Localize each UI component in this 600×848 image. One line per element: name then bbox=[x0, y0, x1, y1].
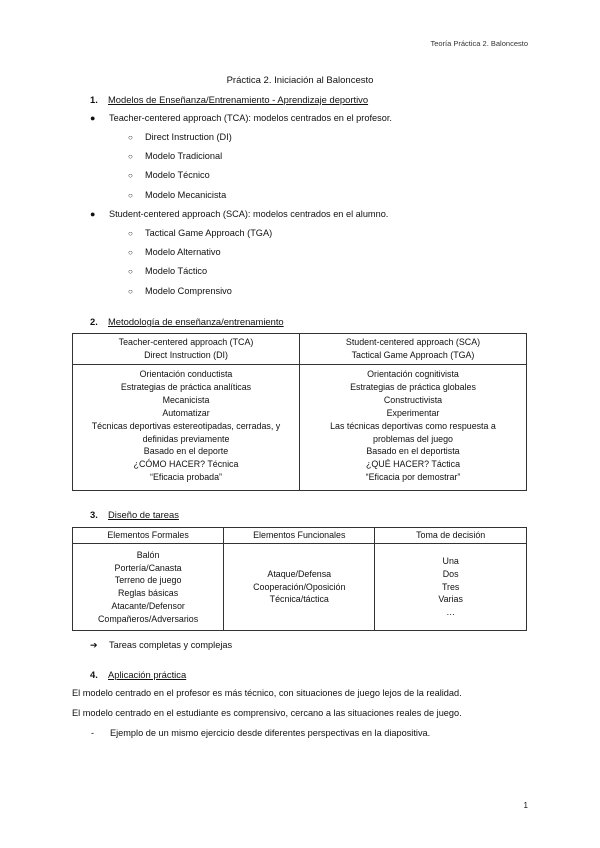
list-item bbox=[128, 151, 222, 161]
cell-line: Basado en el deporte bbox=[143, 446, 229, 457]
list-item bbox=[128, 228, 272, 238]
cell-line: Orientación conductista bbox=[139, 369, 233, 379]
circle-bullet-icon: ○ bbox=[128, 133, 133, 142]
cell-line: definidas previamente bbox=[142, 433, 230, 444]
cell-line: Experimentar bbox=[386, 407, 440, 418]
cell-line: “Eficacia por demostrar” bbox=[365, 472, 461, 483]
bullet-text: Student-centered approach (SCA): modelos centrados en el alumno. bbox=[109, 209, 389, 219]
cell-line: Mecanicista bbox=[162, 394, 210, 405]
section-number: 1. bbox=[90, 94, 98, 105]
section-title: Modelos de Enseñanza/Entrenamiento - Aprendizaje deportivo bbox=[108, 94, 369, 105]
document-title: Práctica 2. Iniciación al Baloncesto bbox=[226, 75, 374, 86]
bullet-sca bbox=[90, 209, 388, 219]
cell-line: Terreno de juego bbox=[114, 575, 182, 586]
paragraph: El modelo centrado en el estudiante es comprensivo, cercano a las situaciones reales de juego. bbox=[72, 708, 462, 718]
table-cell-tca bbox=[73, 365, 300, 491]
arrow-note-text: Tareas completas y complejas bbox=[109, 640, 233, 650]
arrow-right-icon: ➔ bbox=[90, 640, 98, 650]
list-item-text: Modelo Alternativo bbox=[145, 247, 221, 257]
cell-line: Compañeros/Adversarios bbox=[98, 613, 199, 624]
table-header-cell bbox=[73, 334, 300, 365]
list-item-text: Modelo Táctico bbox=[145, 266, 208, 276]
running-header: Teoría Práctica 2. Baloncesto bbox=[430, 39, 528, 48]
cell-line: Reglas básicas bbox=[117, 588, 179, 599]
circle-bullet-icon: ○ bbox=[128, 267, 133, 276]
table-cell-decision bbox=[375, 544, 527, 631]
cell-line: Varias bbox=[438, 594, 463, 605]
cell-line: ¿QUÉ HACER? Táctica bbox=[365, 459, 461, 470]
table-row bbox=[73, 544, 527, 631]
cell-line: “Eficacia probada” bbox=[149, 472, 223, 483]
dash-bullet-icon: - bbox=[91, 728, 95, 738]
header-line: Teacher-centered approach (TCA) bbox=[118, 337, 254, 347]
list-item-text: Modelo Comprensivo bbox=[145, 286, 232, 296]
list-item bbox=[128, 132, 232, 142]
cell-line: ¿CÓMO HACER? Técnica bbox=[133, 459, 239, 470]
header-line: Direct Instruction (DI) bbox=[144, 349, 228, 360]
header-line: Student-centered approach (SCA) bbox=[345, 337, 481, 347]
circle-bullet-icon: ○ bbox=[128, 287, 133, 296]
table-header-cell: Elementos Formales bbox=[73, 528, 224, 544]
section-title: Diseño de tareas bbox=[108, 509, 179, 520]
cell-line: Técnica/táctica bbox=[269, 594, 329, 605]
cell-line: Atacante/Defensor bbox=[111, 600, 185, 611]
list-item-text: Modelo Técnico bbox=[145, 170, 210, 180]
cell-line: Las técnicas deportivas como respuesta a bbox=[330, 420, 496, 431]
table-header-cell bbox=[300, 334, 527, 365]
cell-line: Cooperación/Oposición bbox=[253, 581, 346, 592]
arrow-note bbox=[90, 640, 232, 651]
cell-line: Dos bbox=[442, 569, 459, 580]
paragraph: El modelo centrado en el profesor es más técnico, con situaciones de juego lejos de la realidad. bbox=[72, 688, 462, 698]
methodology-table bbox=[72, 333, 527, 491]
cell-line: problemas del juego bbox=[373, 433, 453, 444]
section-number: 3. bbox=[90, 509, 98, 520]
section-title: Aplicación práctica bbox=[108, 669, 187, 680]
list-item bbox=[128, 286, 232, 296]
page-number: 1 bbox=[523, 801, 528, 810]
circle-bullet-icon: ○ bbox=[128, 191, 133, 200]
dash-item-text: Ejemplo de un mismo ejercicio desde diferentes perspectivas en la diapositiva. bbox=[110, 728, 431, 738]
circle-bullet-icon: ○ bbox=[128, 229, 133, 238]
header-line: Tactical Game Approach (TGA) bbox=[351, 349, 475, 360]
list-item bbox=[128, 247, 221, 257]
cell-line: Ataque/Defensa bbox=[267, 569, 332, 580]
cell-line: Portería/Canasta bbox=[114, 562, 182, 573]
cell-line: Balón bbox=[136, 550, 160, 560]
cell-line: Una bbox=[442, 556, 459, 567]
circle-bullet-icon: ○ bbox=[128, 248, 133, 257]
bullet-text: Teacher-centered approach (TCA): modelos centrados en el profesor. bbox=[109, 113, 392, 123]
cell-line: Constructivista bbox=[383, 394, 443, 405]
cell-line: Tres bbox=[441, 581, 460, 592]
list-item bbox=[128, 190, 226, 200]
table-cell-formal bbox=[73, 544, 224, 631]
section-4-heading bbox=[90, 669, 186, 680]
table-header-cell: Toma de decisión bbox=[375, 528, 527, 544]
section-title: Metodología de enseñanza/entrenamiento bbox=[108, 316, 284, 327]
circle-bullet-icon: ○ bbox=[128, 152, 133, 161]
list-item bbox=[128, 170, 210, 180]
section-1-heading bbox=[90, 94, 368, 105]
cell-line: Estrategias de práctica globales bbox=[350, 381, 476, 392]
table-row bbox=[73, 365, 527, 491]
list-item-text: Tactical Game Approach (TGA) bbox=[145, 228, 273, 238]
table-header-row bbox=[73, 334, 527, 365]
list-item-text: Modelo Tradicional bbox=[145, 151, 223, 161]
cell-line: Orientación cognitivista bbox=[367, 369, 459, 379]
section-2-heading bbox=[90, 316, 284, 327]
bullet-icon: ● bbox=[90, 209, 96, 219]
cell-line: Basado en el deportista bbox=[366, 446, 460, 457]
table-header-row bbox=[73, 528, 527, 544]
cell-line: Automatizar bbox=[162, 407, 210, 418]
section-3-heading bbox=[90, 509, 179, 520]
cell-line: Técnicas deportivas estereotipadas, cerradas, y bbox=[91, 420, 281, 431]
table-header-cell: Elementos Funcionales bbox=[224, 528, 375, 544]
list-item-text: Direct Instruction (DI) bbox=[145, 132, 232, 142]
section-number: 4. bbox=[90, 669, 98, 680]
list-item-text: Modelo Mecanicista bbox=[145, 190, 227, 200]
list-item bbox=[128, 266, 207, 276]
dash-item bbox=[91, 728, 430, 738]
circle-bullet-icon: ○ bbox=[128, 171, 133, 180]
task-design-table bbox=[72, 527, 527, 631]
cell-line: Estrategias de práctica analíticas bbox=[120, 381, 252, 392]
table-cell-functional bbox=[224, 544, 375, 631]
bullet-icon: ● bbox=[90, 113, 96, 123]
bullet-tca bbox=[90, 113, 392, 123]
table-cell-sca bbox=[300, 365, 527, 491]
cell-line: … bbox=[446, 607, 456, 618]
section-number: 2. bbox=[90, 316, 98, 327]
